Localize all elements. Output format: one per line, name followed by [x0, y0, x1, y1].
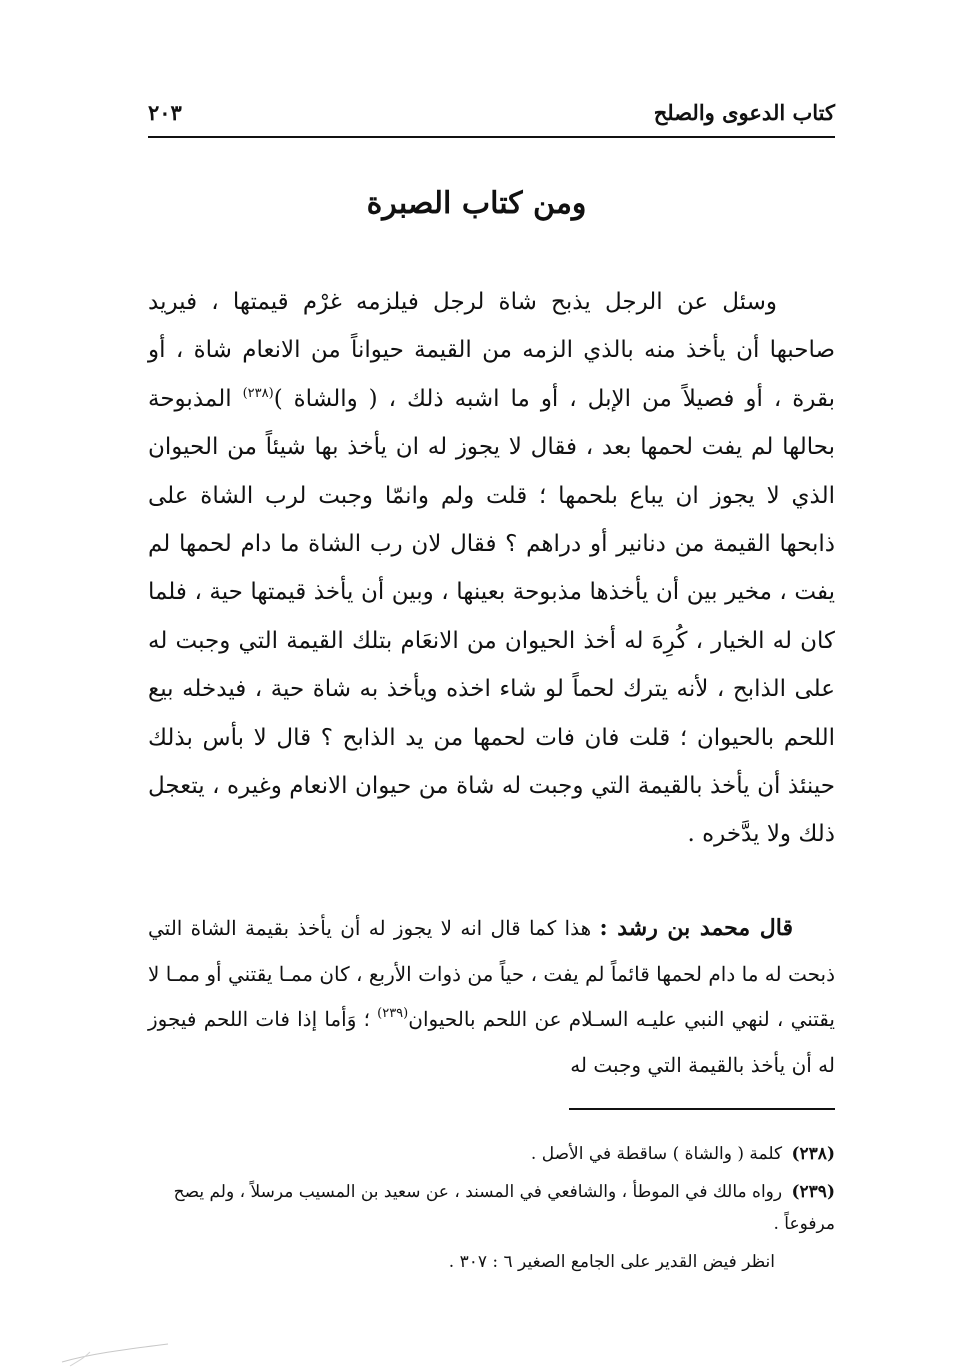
- footnote-ref-239[interactable]: (٢٣٩): [377, 1006, 409, 1021]
- footnote-number: (٢٣٨): [791, 1144, 835, 1164]
- footnote-238: [148, 1138, 835, 1170]
- scan-smudge: [60, 1332, 170, 1368]
- commentary-speaker: قال محمد بن رشد :: [599, 915, 793, 941]
- body-paragraph-1: [148, 278, 835, 859]
- footnote-text: كلمة ( والشاة ) ساقطة في الأصل .: [530, 1144, 783, 1164]
- paragraph-2-text-a: هذا كما قال انه لا يجوز له أن يأخذ بقيمة الشاة التي ذبحت له ما دام لحمها قائماً لم يفت ، حياً من ذوات الأربع ، كان ممـا يقتني أو ممـا لا يقتني ، لنهي النبي عليـه السـلام عن اللحم بالحيوان: [148, 916, 835, 1031]
- running-title: كتاب الدعوى والصلح: [653, 100, 835, 125]
- footnote-text: رواه مالك في الموطأ ، والشافعي في المسند ، عن سعيد بن المسيب مرسلاً ، ولم يصح مرفوعاً .: [173, 1182, 835, 1234]
- paragraph-2-text-b: ؛ وَأما إذا فات اللحم فيجوز له أن يأخذ بالقيمة التي وجبت له: [148, 1007, 835, 1077]
- paragraph-1-text-b: المذبوحة بحالها لم يفت لحمها بعد ، فقال لا يجوز له ان يأخذ بها شيئاً من الحيوان الذي لا يجوز ان يباع بلحمها ؛ قلت ولم وانمّا وجبت لرب الشاة على ذابحها القيمة من دنانير أو دراهم ؟ فقال لان رب الشاة ما دام لحمها لم يفت ، مخير بين أن يأخذها مذبوحة بعينها ، وبين أن يأخذ قيمتها حية ، فلما كان له الخيار ، كُرِهَ له أخذ الحيوان من الانعَام بتلك القيمة التي وجبت له على الذابح ، لأنه يترك لحماً لو شاء اخذه ويأخذ به شاة حية ، فيدخله بيع اللحم بالحيوان ؛ قلت فان فات لحمها من يد الذابح ؟ قال لا بأس بذلك حينئذ أن يأخذ بالقيمة التي وجبت له شاة من حيوان الانعام وغيره ، يتعجل ذلك ولا يدَّخره .: [148, 385, 835, 848]
- section-title: ومن كتاب الصبرة: [366, 186, 587, 221]
- footnote-239-continuation: انظر فيض القدير على الجامع الصغير ٦ : ٣٠٧ .: [448, 1252, 775, 1272]
- footnote-ref-238[interactable]: (٢٣٨): [242, 385, 274, 401]
- footnote-divider: [569, 1108, 835, 1110]
- paragraph-1-text-a: وسئل عن الرجل يذبح شاة لرجل فيلزمه غرْم قيمتها ، فيريد صاحبها أن يأخذ منه بالذي الزمه من القيمة حيواناً من الانعام شاة ، أو بقرة ، أو فصيلاً من الإبل ، أو ما اشبه ذلك ، ( والشاة ): [148, 289, 835, 412]
- footnote-number: (٢٣٩): [791, 1182, 835, 1202]
- body-paragraph-2: [148, 906, 835, 1088]
- footnote-239: [148, 1176, 835, 1240]
- page-number: ٢٠٣: [148, 100, 182, 125]
- page-header: [148, 96, 835, 138]
- footnotes: [148, 1138, 835, 1278]
